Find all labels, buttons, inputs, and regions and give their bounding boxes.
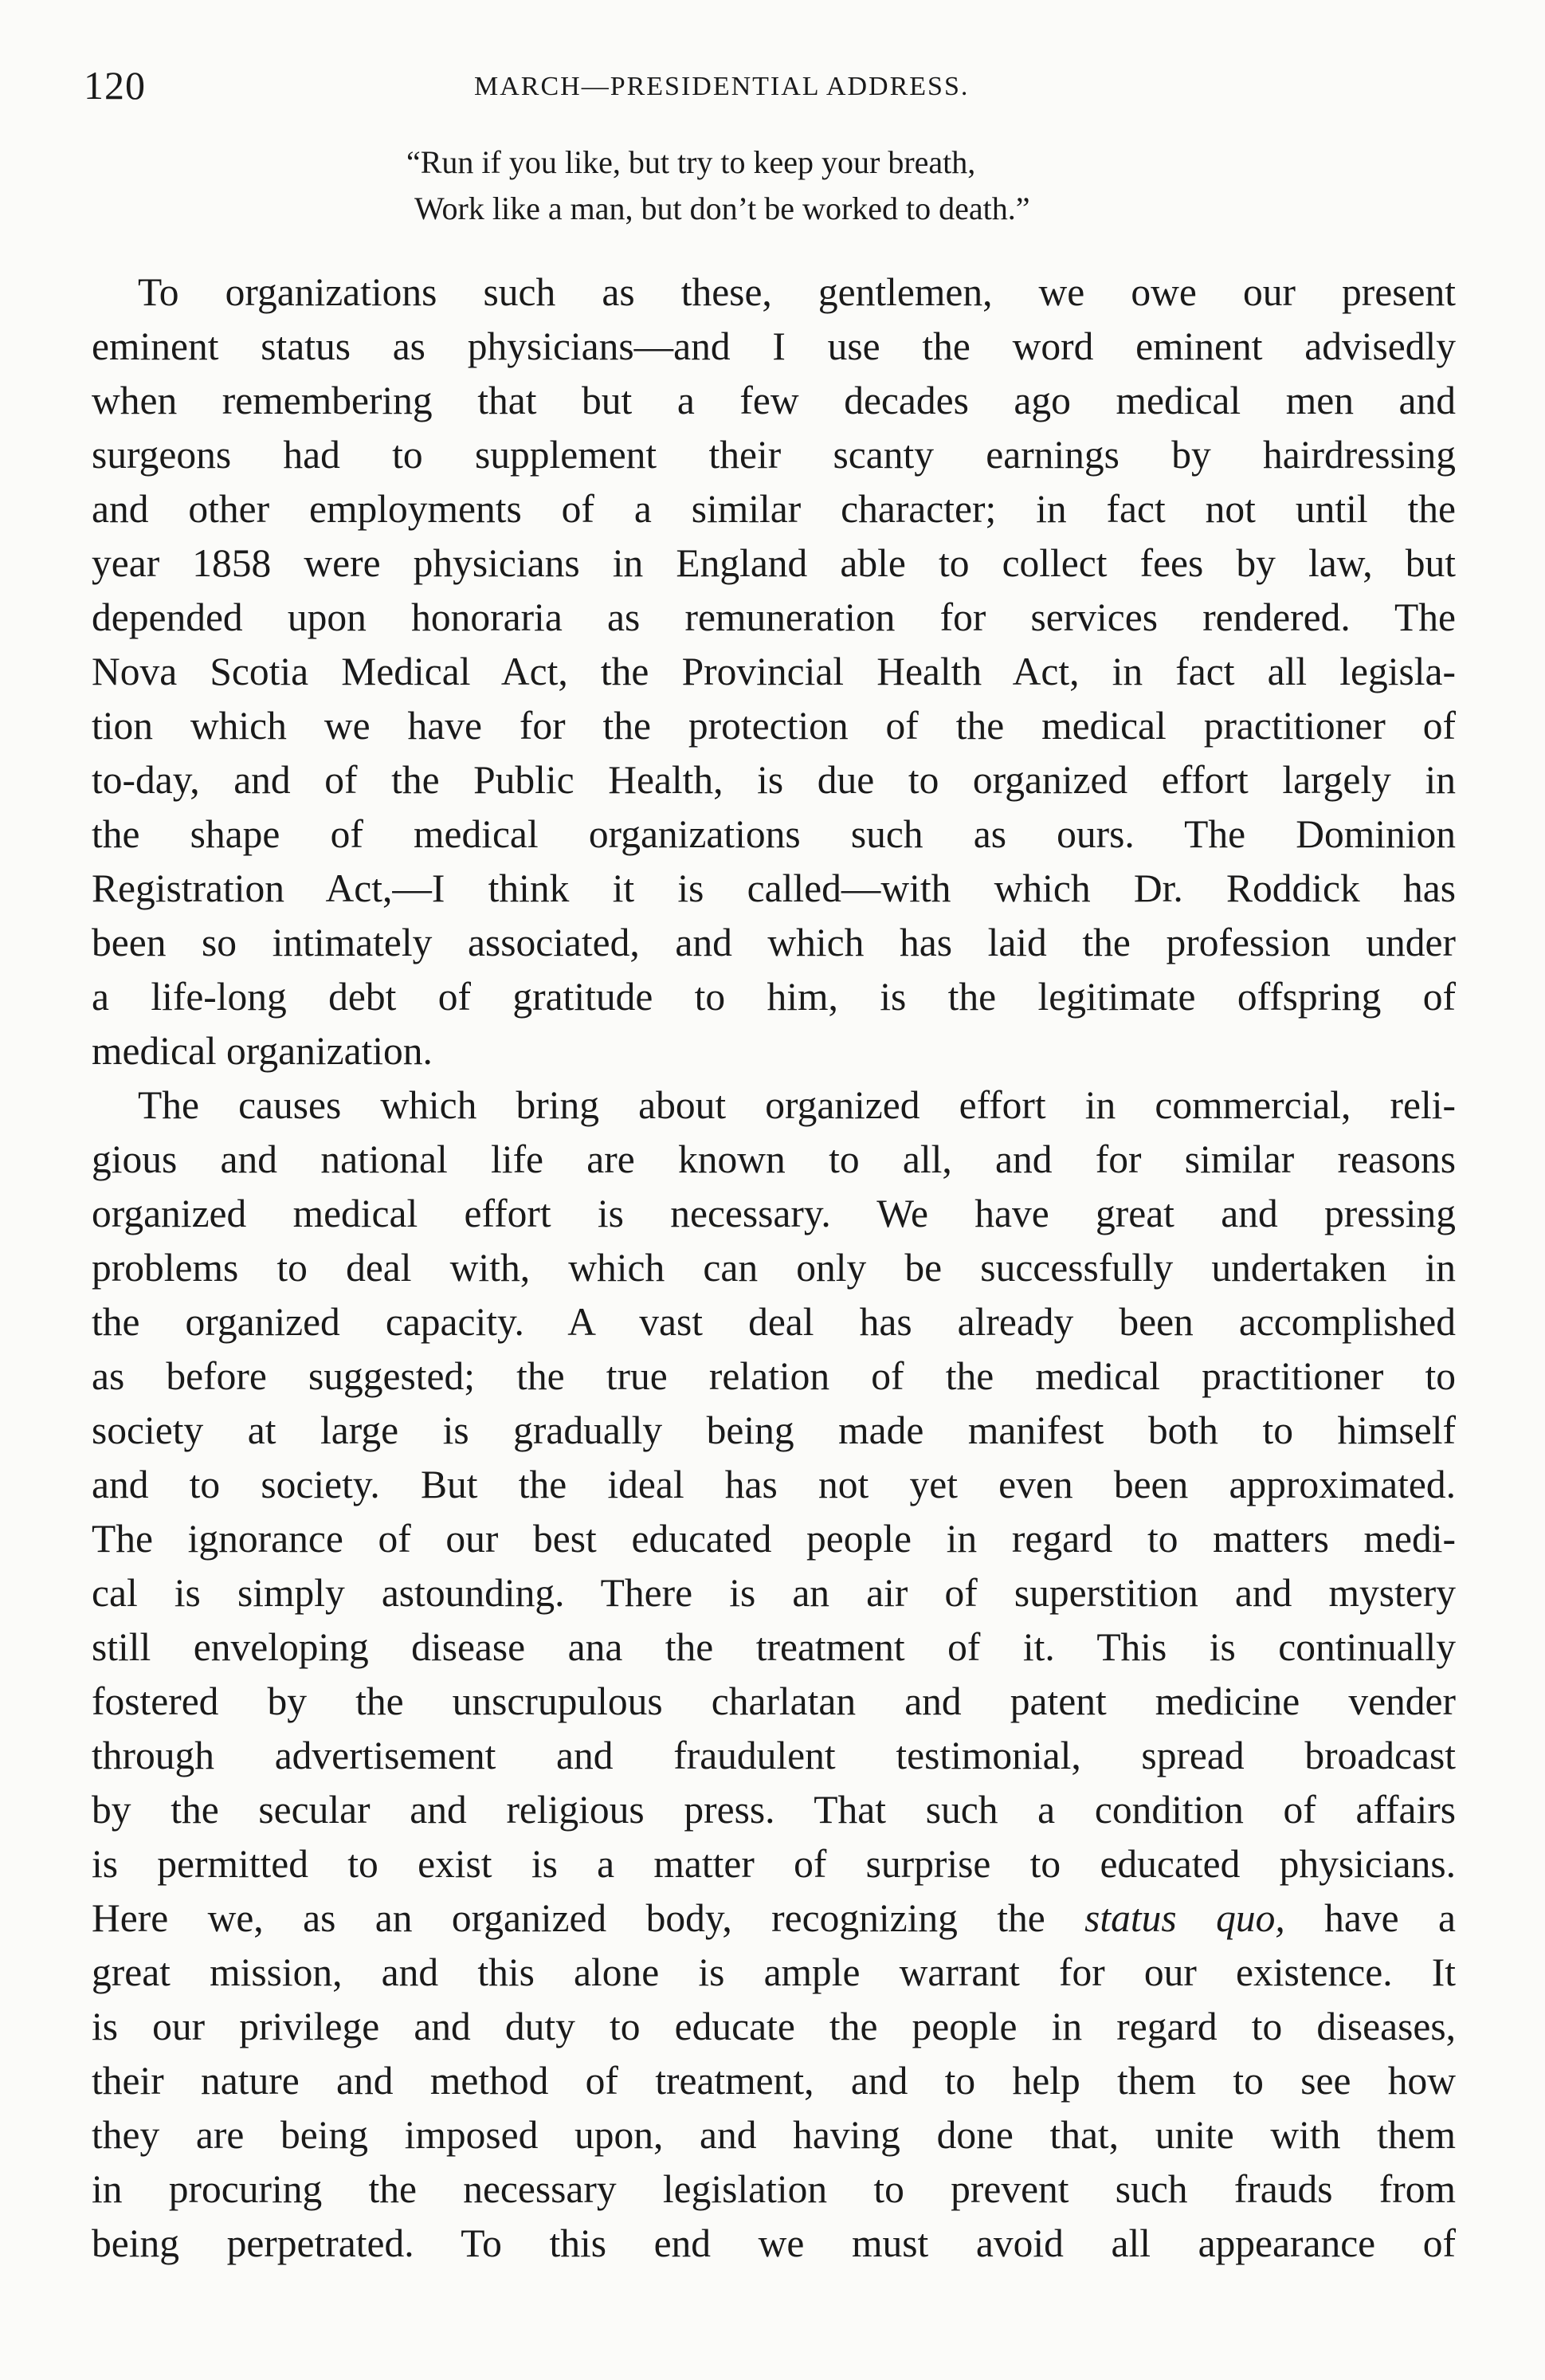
text-line: The ignorance of our best educated people in regard to matters medi- bbox=[92, 1517, 1456, 1561]
italic-phrase: status quo, bbox=[1084, 1896, 1285, 1940]
text-line: when remembering that but a few decades ago medical men and bbox=[92, 379, 1456, 422]
text-line: by the secular and religious press. That such a condition of affairs bbox=[92, 1788, 1456, 1832]
text-line: Nova Scotia Medical Act, the Provincial Health Act, in fact all legisla- bbox=[92, 650, 1456, 693]
text-line: and to society. But the ideal has not yet even been approximated. bbox=[92, 1463, 1456, 1506]
quote-line: “Run if you like, but try to keep your breath, bbox=[406, 144, 976, 180]
text-line: being perpetrated. To this end we must avoid all appearance of bbox=[92, 2221, 1456, 2265]
page-number: 120 bbox=[84, 63, 146, 108]
text-line: To organizations such as these, gentlemen, we owe our present bbox=[138, 270, 1456, 314]
text-line: is permitted to exist is a matter of surprise to educated physicians. bbox=[92, 1842, 1456, 1886]
text-line: still enveloping disease ana the treatment of it. This is continually bbox=[92, 1625, 1456, 1669]
text-line: the organized capacity. A vast deal has already been accomplished bbox=[92, 1300, 1456, 1344]
text-line: in procuring the necessary legislation to prevent such frauds from bbox=[92, 2167, 1456, 2211]
text-line: fostered by the unscrupulous charlatan and patent medicine vender bbox=[92, 1679, 1456, 1723]
text-line: they are being imposed upon, and having done that, unite with them bbox=[92, 2113, 1456, 2157]
text-line: year 1858 were physicians in England able to collect fees by law, but bbox=[92, 541, 1456, 585]
text-line: is our privilege and duty to educate the people in regard to diseases, bbox=[92, 2005, 1456, 2048]
text-line: cal is simply astounding. There is an air of superstition and mystery bbox=[92, 1571, 1456, 1615]
text-line: The causes which bring about organized effort in commercial, reli- bbox=[138, 1083, 1456, 1127]
text-line: great mission, and this alone is ample warrant for our existence. It bbox=[92, 1950, 1456, 1994]
text-line bbox=[92, 1891, 1456, 1946]
quote-line: Work like a man, but don’t be worked to death.” bbox=[414, 190, 1030, 226]
text-line: organized medical effort is necessary. We have great and pressing bbox=[92, 1192, 1456, 1235]
text-line: as before suggested; the true relation of the medical practitioner to bbox=[92, 1354, 1456, 1398]
text-segment: have a bbox=[1324, 1896, 1456, 1940]
text-line: and other employments of a similar character; in fact not until the bbox=[92, 487, 1456, 531]
running-head: MARCH—PRESIDENTIAL ADDRESS. bbox=[474, 72, 970, 101]
text-line: eminent status as physicians—and I use the word eminent advisedly bbox=[92, 324, 1456, 368]
text-line: to-day, and of the Public Health, is due to organized effort largely in bbox=[92, 758, 1456, 802]
text-line: a life-long debt of gratitude to him, is the legitimate offspring of bbox=[92, 975, 1456, 1019]
text-line: tion which we have for the protection of the medical practitioner of bbox=[92, 704, 1456, 748]
text-line: Registration Act,—I think it is called—with which Dr. Roddick has bbox=[92, 866, 1456, 910]
page-header bbox=[84, 62, 1470, 126]
text-line: been so intimately associated, and which has laid the profession under bbox=[92, 921, 1456, 964]
text-line: the shape of medical organizations such as ours. The Dominion bbox=[92, 812, 1456, 856]
text-line: medical organization. bbox=[92, 1029, 433, 1073]
text-line: surgeons had to supplement their scanty earnings by hairdressing bbox=[92, 433, 1456, 477]
text-line: their nature and method of treatment, and to help them to see how bbox=[92, 2059, 1456, 2103]
text-line: gious and national life are known to all, and for similar reasons bbox=[92, 1137, 1456, 1181]
text-line: depended upon honoraria as remuneration for services rendered. The bbox=[92, 595, 1456, 639]
text-segment: Here we, as an organized body, recognizing the bbox=[92, 1896, 1045, 1940]
body-text bbox=[92, 265, 1456, 2271]
text-line: problems to deal with, which can only be successfully undertaken in bbox=[92, 1246, 1456, 1290]
text-line: society at large is gradually being made manifest both to himself bbox=[92, 1408, 1456, 1452]
text-line: through advertisement and fraudulent testimonial, spread broadcast bbox=[92, 1734, 1456, 1777]
